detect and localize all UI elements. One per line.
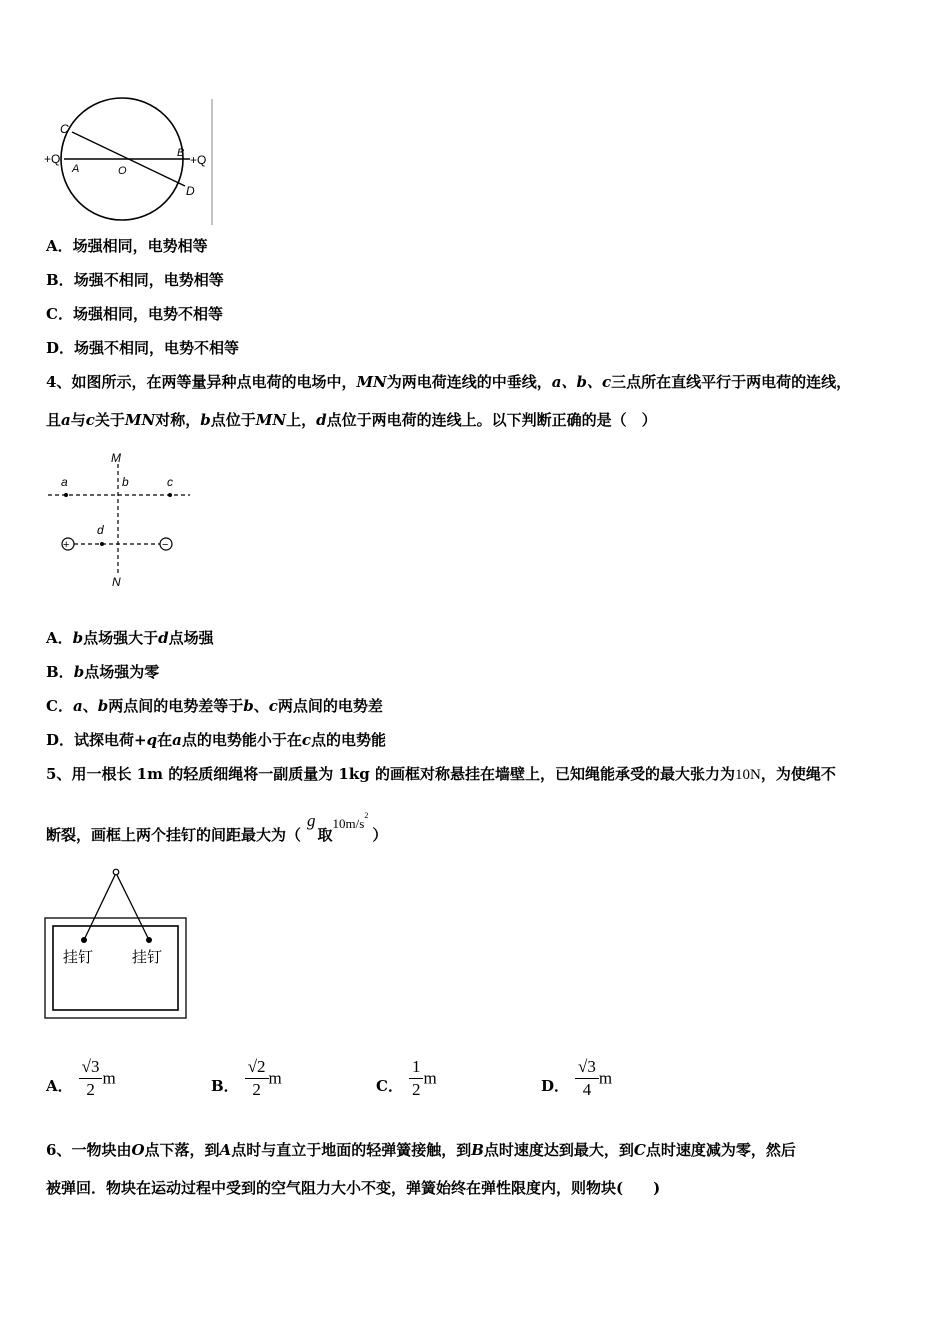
q4-option-b: B．b点场强为零 — [46, 663, 160, 681]
q5-option-b: B． $\frac{√2}{2}$ m — [211, 1057, 282, 1099]
right-nail — [146, 937, 152, 943]
label-a: A — [72, 163, 80, 175]
label-n: N — [112, 575, 121, 589]
q3-option-d: D．场强不相同，电势不相等 — [46, 339, 240, 357]
point-a — [64, 493, 68, 497]
q5-option-d: D． $\frac{√3}{4}$ m — [541, 1057, 613, 1099]
left-nail — [81, 937, 87, 943]
left-nail-label: 挂钉 — [63, 948, 94, 966]
left-charge-label: +Q — [44, 152, 61, 166]
q4-stem-line2: 且a与c关于MN对称，b点位于MN上，d点位于两电荷的连线上。以下判断正确的是（ ） — [46, 411, 657, 429]
frame-inner — [53, 926, 178, 1010]
q5-frame-figure — [44, 866, 190, 1022]
q4-option-a: A．b点场强大于d点场强 — [46, 629, 214, 647]
right-nail-label: 挂钉 — [132, 948, 163, 966]
label-m: M — [111, 451, 121, 465]
label-a: a — [61, 475, 68, 489]
q3-circle-figure — [40, 95, 220, 230]
label-b: b — [122, 475, 129, 489]
label-d: D — [186, 184, 195, 198]
q4-option-c: C．a、b两点间的电势差等于b、c两点间的电势差 — [46, 697, 383, 715]
q4-stem-line1: 4、如图所示，在两等量异种点电荷的电场中，MN为两电荷连线的中垂线，a、b、c三点所在直线平行于两电荷的连线， — [46, 373, 852, 391]
q3-option-c: C．场强相同，电势不相等 — [46, 305, 223, 323]
label-o: O — [118, 165, 127, 177]
q5-stem-line2: 断裂，画框上两个挂钉的间距最大为（g取$10m/s^2$） — [46, 811, 388, 844]
label-c: c — [167, 475, 173, 489]
q5-option-a: A． $\frac{√3}{2}$ m — [46, 1057, 116, 1099]
q6-stem-line2: 被弹回．物块在运动过程中受到的空气阻力大小不变，弹簧始终在弹性限度内，则物块( ) — [46, 1179, 661, 1197]
plus-sign: + — [63, 539, 70, 551]
point-d — [100, 542, 104, 546]
right-charge-label: +Q — [190, 153, 207, 167]
q3-option-a: A．场强相同，电势相等 — [46, 237, 208, 255]
q5-option-c: C． $\frac{1}{2}$ m — [376, 1057, 437, 1099]
hook — [113, 869, 119, 875]
q5-stem-line1: 5、用一根长 1m 的轻质细绳将一副质量为 1kg 的画框对称悬挂在墙壁上，已知绳能承受的最大张力为10N，为使绳不 — [46, 765, 836, 783]
point-c — [168, 493, 172, 497]
label-c: C — [60, 122, 69, 136]
q6-stem-line1: 6、一物块由O点下落，到A点时与直立于地面的轻弹簧接触，到B点时速度达到最大，到C点时速度减为零，然后 — [46, 1141, 796, 1159]
q3-option-b: B．场强不相同，电势相等 — [46, 271, 224, 289]
label-d: d — [97, 523, 104, 537]
q4-option-d: D．试探电荷+q在a点的电势能小于在c点的电势能 — [46, 731, 387, 749]
label-b: B — [177, 147, 185, 159]
q4-charges-figure — [44, 446, 204, 591]
minus-sign: − — [162, 539, 169, 551]
